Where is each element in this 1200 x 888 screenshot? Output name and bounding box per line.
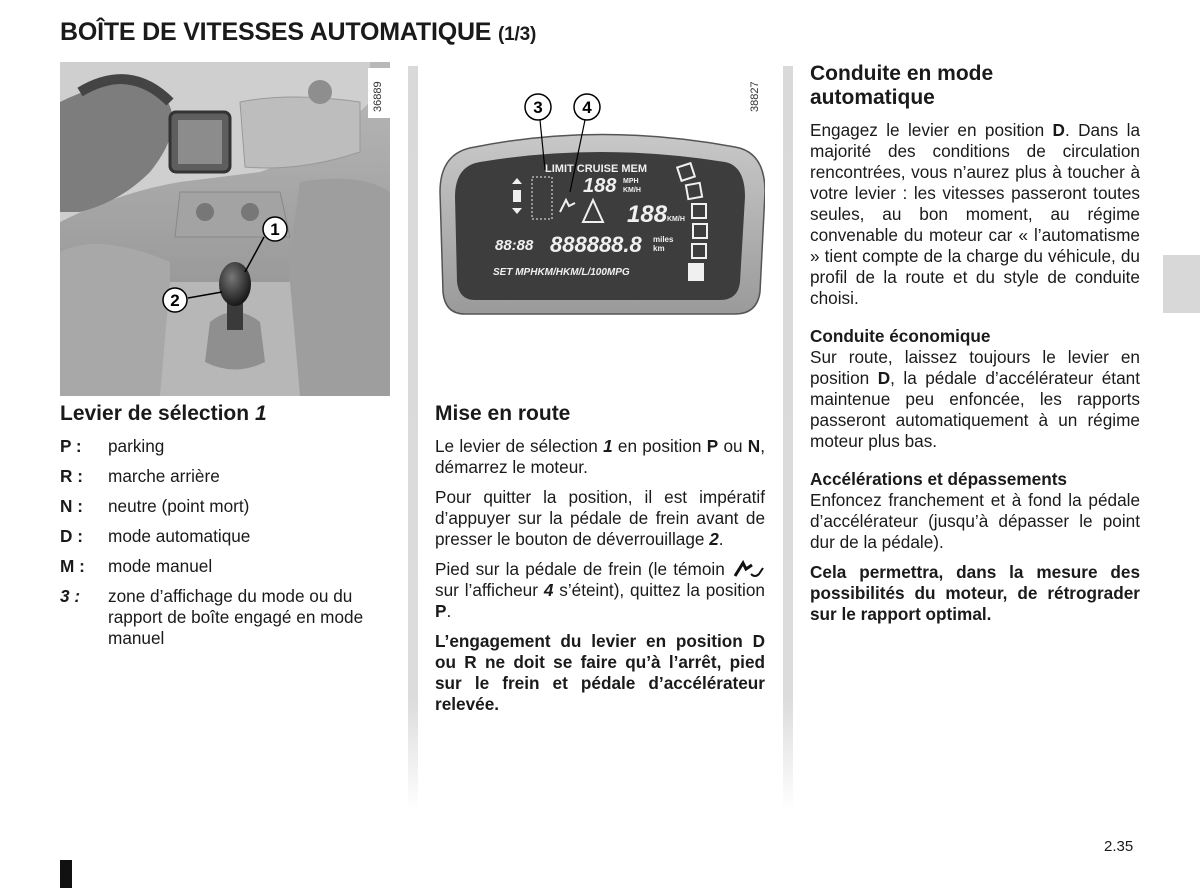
svg-text:km: km (653, 244, 665, 253)
svg-text:miles: miles (653, 235, 674, 244)
dashboard-display-illustration (435, 62, 765, 396)
list-item: 3 : zone d’affichage du mode ou du rapport de boîte engagé en mode manuel (60, 586, 364, 648)
paragraph: Le levier de sélection 1 en position P ou N, démarrez le moteur. (435, 436, 765, 477)
callout-3: 3 (533, 98, 543, 117)
display-clock: 88:88 (495, 237, 534, 254)
paragraph: Enfoncez franchement et à fond la pédale d’accélérateur (jusqu’à dépasser le point dur de la pédale). (810, 490, 1140, 552)
gear-lever-photo (60, 62, 390, 396)
column-separator (408, 66, 418, 811)
svg-text:KM/H: KM/H (667, 216, 685, 223)
page-title (60, 18, 536, 47)
subheading: Conduite économique (810, 326, 991, 346)
list-item: R : marche arrière (60, 466, 220, 486)
warning-paragraph: L’engagement du levier en position D ou R ne doit se faire qu’à l’arrêt, pied sur le frein et pédale d’accélérateur relevée. (435, 631, 765, 714)
column-middle (435, 62, 765, 715)
page-number: 2.35 (1104, 838, 1134, 855)
svg-text:KM/H: KM/H (623, 187, 641, 194)
callout-4: 4 (582, 98, 592, 117)
paragraph: Pour quitter la position, il est impératif d’appuyer sur la pédale de frein avant de presser le bouton de déverrouillage 2. (435, 487, 765, 549)
display-top-labels: LIMIT CRUISE MEM (545, 163, 648, 175)
column-right (810, 62, 1140, 625)
callout-2: 2 (170, 291, 180, 310)
paragraph: Sur route, laissez toujours le levier en position D, la pédale d’accélérateur étant maintenue peu enfoncée, les rapports passeront automatiquement à un régime moteur plus bas. (810, 347, 1140, 451)
list-item: N : neutre (point mort) (60, 496, 250, 516)
paragraph: Pied sur la pédale de frein (le témoin sur l’afficheur 4 s’éteint), quittez la position P. (435, 559, 765, 621)
gear-lever-illustration (60, 62, 390, 396)
figure-code: 38827 (749, 81, 761, 112)
list-item: D : mode automatique (60, 526, 251, 546)
display-speed-small: 188 (583, 175, 617, 197)
brake-warning-icon (731, 560, 765, 578)
list-item: P : parking (60, 436, 165, 456)
section-heading: Conduite en mode automatique (810, 62, 994, 109)
callout-1: 1 (270, 220, 280, 239)
section-heading: Mise en route (435, 402, 571, 425)
gear-list (60, 436, 390, 649)
paragraph: Engagez le levier en position D. Dans la majorité des conditions de circulation rencontrées, vous n’aurez plus à toucher à votre levier : les vitesses passeront toutes seules, au bon moment, au régime convenable du moteur car « l’automatisme » tient compte de la charge du véhicule, du profil de la route et du style de conduite choisi. (810, 120, 1140, 308)
figure-code: 36889 (372, 81, 384, 112)
column-left (60, 62, 390, 658)
column-separator (783, 66, 793, 811)
title-main: BOÎTE DE VITESSES AUTOMATIQUE (60, 18, 492, 46)
display-odometer: 888888.8 (550, 232, 642, 257)
note-paragraph: Cela permettra, dans la mesure des possibilités du moteur, de rétrograder sur le rapport optimal. (810, 562, 1140, 624)
page-marker (60, 860, 72, 888)
display-bottom-row: SET MPHKM/HKM/L/100MPG (493, 267, 630, 278)
section-heading: Levier de sélection 1 (60, 402, 267, 425)
list-item: M : mode manuel (60, 556, 213, 576)
subheading: Accélérations et dépassements (810, 469, 1067, 489)
dashboard-display-figure (435, 62, 765, 396)
svg-text:MPH: MPH (623, 178, 639, 185)
chapter-tab (1163, 255, 1200, 313)
display-speed-big: 188 (627, 201, 668, 228)
title-suffix: (1/3) (498, 24, 537, 45)
